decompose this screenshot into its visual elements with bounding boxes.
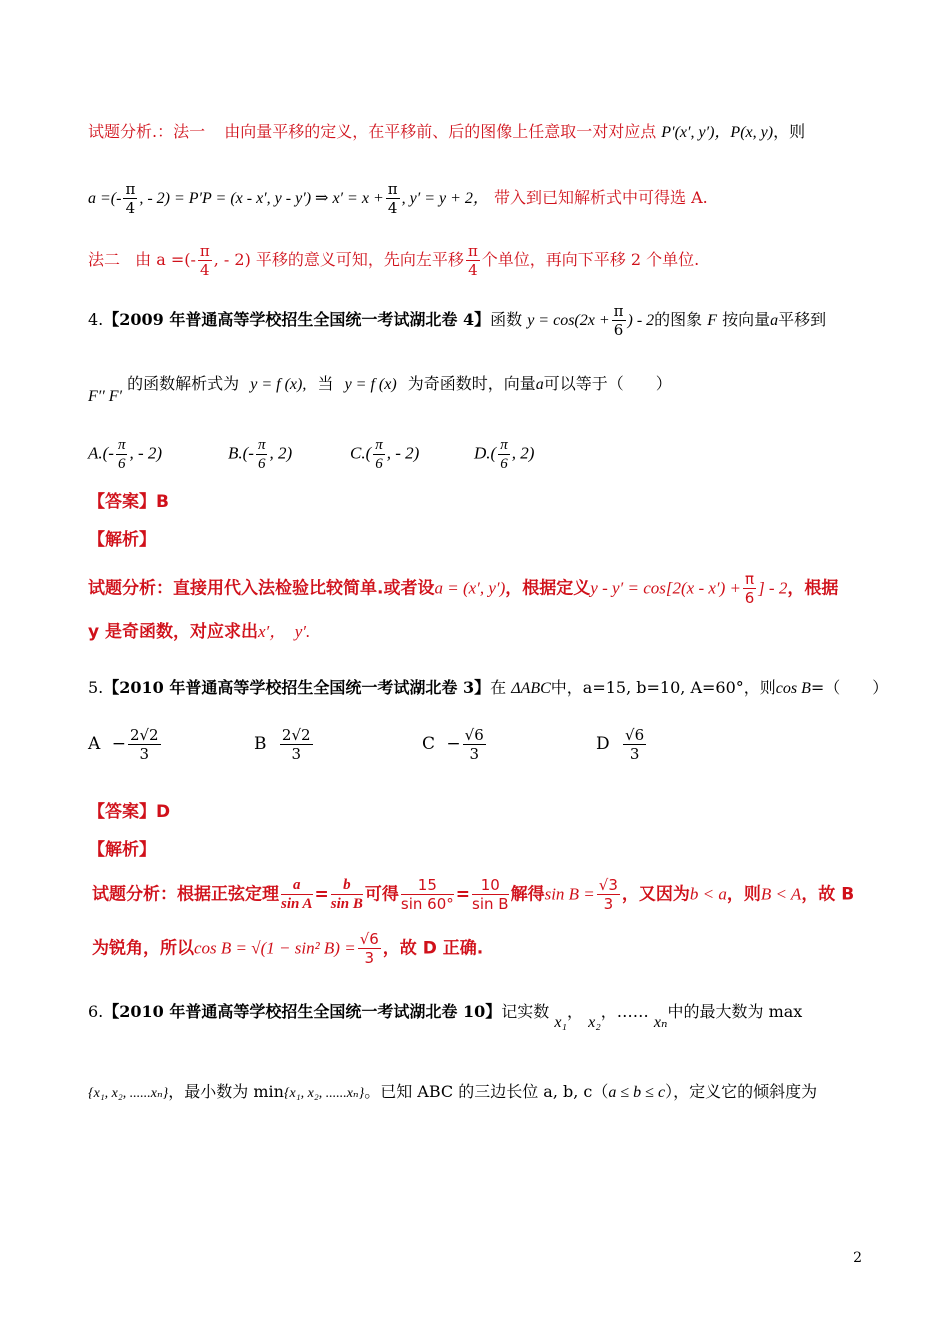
comma: ， bbox=[567, 1002, 584, 1021]
analysis-5-line-1 bbox=[92, 876, 866, 913]
option-text: , 2) bbox=[511, 443, 535, 463]
fraction bbox=[123, 180, 137, 217]
fraction bbox=[358, 930, 381, 967]
denominator: 3 bbox=[291, 745, 301, 763]
denominator: 6 bbox=[500, 456, 508, 472]
answer-5: 【答案】D bbox=[88, 802, 171, 822]
option-a[interactable] bbox=[88, 726, 163, 763]
option-text: , 2) bbox=[269, 443, 293, 463]
fraction bbox=[281, 876, 313, 913]
question-source: 【2009 年普通高等学校招生全国统一考试湖北卷 4】 bbox=[103, 310, 491, 329]
option-text: , - 2) bbox=[386, 443, 420, 463]
analysis-tag-5: 【解析】 bbox=[88, 840, 156, 860]
numerator: √6 bbox=[464, 726, 484, 744]
fraction bbox=[280, 726, 313, 763]
analysis-expr: y - y′ = cos[2(x - x′) + bbox=[590, 578, 742, 598]
option-sign: − bbox=[111, 734, 126, 754]
fraction bbox=[472, 876, 509, 913]
page-number: 2 bbox=[853, 1250, 862, 1266]
figure-f-prime: F′′ F′ bbox=[88, 388, 123, 405]
analysis-expr: ] - 2 bbox=[758, 578, 788, 598]
variable-x1: x₁ bbox=[554, 1014, 567, 1031]
option-text: D.( bbox=[474, 443, 497, 463]
question-4-line-1 bbox=[88, 302, 866, 339]
analysis-text: 试题分析：根据正弦定理 bbox=[92, 884, 279, 905]
question-6-line-2 bbox=[88, 1080, 866, 1106]
denominator: 4 bbox=[387, 199, 398, 217]
question-text: 。已知 ABC 的三边长位 a, b, c（ bbox=[364, 1082, 609, 1101]
question-text: 的图象 bbox=[654, 310, 703, 329]
then-text: ，则 bbox=[773, 122, 806, 141]
vector-a: a bbox=[535, 376, 544, 393]
figure-f: F bbox=[707, 312, 718, 329]
triangle-expr: ΔABC bbox=[511, 680, 551, 697]
question-text: 在 bbox=[490, 678, 507, 697]
analysis-expr: sin B = bbox=[544, 884, 595, 904]
question-text: 为奇函数时，向量 bbox=[407, 374, 536, 393]
fraction bbox=[128, 726, 161, 763]
set-expr: {x₁, x₂, ......xₙ} bbox=[88, 1086, 169, 1101]
analysis-text: y 是奇函数，对应求出 bbox=[88, 622, 258, 642]
numerator: π bbox=[500, 437, 508, 453]
option-d[interactable] bbox=[474, 436, 534, 473]
method-two-text: 由 a =(- bbox=[135, 250, 196, 269]
numerator: 2√2 bbox=[129, 726, 159, 744]
numerator: √6 bbox=[359, 930, 379, 948]
analysis-expr: b < a bbox=[689, 884, 727, 904]
question-text: 当 bbox=[317, 374, 334, 393]
analysis-expr: cos B = √(1 − sin² B) = bbox=[194, 938, 356, 958]
denominator: 3 bbox=[629, 745, 640, 763]
numerator: π bbox=[117, 437, 126, 453]
question-text: 可以等于（ ） bbox=[543, 374, 672, 393]
vector-mid: , - 2) = P′P = (x - x′, y - y′) ⇒ x′ = x + bbox=[139, 190, 384, 207]
analysis-text: 试题分析：直接用代入法检验比较简单.或者设 bbox=[88, 578, 435, 599]
numerator: π bbox=[467, 242, 478, 260]
function-expr: y = f (x), bbox=[250, 376, 307, 393]
denominator: 6 bbox=[744, 589, 755, 607]
analysis-text: ，根据定义 bbox=[505, 578, 591, 599]
analysis-text: ，根据 bbox=[787, 578, 839, 599]
question-number: 4. bbox=[88, 310, 104, 329]
option-c[interactable] bbox=[350, 436, 419, 473]
question-text: 的函数解析式为 bbox=[127, 374, 240, 393]
question-text: 中的最大数为 max bbox=[667, 1002, 803, 1021]
denominator: 6 bbox=[613, 321, 624, 339]
denominator: 6 bbox=[375, 456, 383, 472]
question-source: 【2010 年普通高等学校招生全国统一考试湖北卷 3】 bbox=[103, 678, 491, 697]
method-one-text: 由向量平移的定义，在平移前、后的图像上任意取一对对应点 bbox=[224, 122, 657, 141]
denominator: 4 bbox=[125, 199, 136, 217]
numerator: π bbox=[125, 180, 136, 198]
variable-xn: xₙ bbox=[653, 1014, 668, 1031]
option-sign: − bbox=[446, 734, 461, 754]
method-two-label: 法二 bbox=[88, 250, 121, 269]
fraction bbox=[256, 436, 268, 473]
option-label: B bbox=[254, 734, 267, 754]
option-a[interactable] bbox=[88, 436, 162, 473]
denominator: 3 bbox=[603, 895, 614, 913]
vector-end: , y′ = y + 2， bbox=[401, 190, 489, 207]
numerator: π bbox=[613, 302, 624, 320]
numerator: b bbox=[331, 876, 363, 895]
denominator: 4 bbox=[200, 261, 210, 279]
method-two-text: , - 2) 平移的意义可知，先向左平移 bbox=[213, 250, 464, 269]
option-label: D bbox=[596, 734, 610, 754]
option-text: C.( bbox=[350, 443, 372, 463]
option-label: C bbox=[422, 734, 436, 754]
fraction bbox=[597, 876, 620, 913]
option-d[interactable] bbox=[596, 726, 648, 763]
option-b[interactable] bbox=[254, 726, 315, 763]
analysis-text: ，又因为 bbox=[621, 884, 690, 905]
function-expr: y = cos(2x + bbox=[527, 312, 610, 329]
function-expr: y = f (x) bbox=[344, 376, 397, 393]
analysis-text: ，则 bbox=[726, 884, 761, 905]
analysis-text: 为锐角，所以 bbox=[92, 938, 194, 959]
numerator: √3 bbox=[598, 876, 618, 894]
option-b[interactable] bbox=[228, 436, 292, 473]
denominator: sin A bbox=[281, 896, 313, 912]
points-expr: P′(x′, y′)，P(x, y) bbox=[661, 124, 774, 141]
option-text: B.(- bbox=[228, 443, 254, 463]
denominator: 3 bbox=[364, 949, 375, 967]
method-two-text: 个单位，再向下平移 2 个单位. bbox=[481, 250, 700, 269]
question-text: 中，a=15, b=10, A=60°，则 bbox=[550, 678, 776, 697]
ellipsis: ，…… bbox=[600, 1002, 649, 1021]
fraction bbox=[612, 302, 626, 339]
numerator: π bbox=[387, 180, 398, 198]
denominator: 4 bbox=[468, 261, 478, 279]
answer-4: 【答案】B bbox=[88, 492, 169, 512]
fraction bbox=[743, 570, 756, 607]
equals-sign: = bbox=[314, 884, 329, 905]
numerator: a bbox=[281, 876, 313, 895]
numerator: π bbox=[745, 570, 755, 588]
numerator: π bbox=[257, 437, 266, 453]
analysis-expr: x′， y′. bbox=[258, 622, 311, 641]
denominator: 6 bbox=[257, 456, 266, 472]
question-source: 【2010 年普通高等学校招生全国统一考试湖北卷 10】 bbox=[103, 1002, 502, 1021]
method-two-line bbox=[88, 242, 866, 279]
denominator: sin B bbox=[472, 895, 509, 913]
variable-x2: x₂ bbox=[588, 1014, 601, 1031]
cos-expr: cos B bbox=[775, 680, 811, 697]
numerator: 2√2 bbox=[281, 726, 311, 744]
numerator: π bbox=[199, 242, 210, 260]
select-a-text: 带入到已知解析式中可得选 A. bbox=[494, 188, 708, 207]
numerator: 10 bbox=[472, 876, 509, 895]
option-text: A.(- bbox=[88, 443, 114, 463]
option-c[interactable] bbox=[422, 726, 488, 763]
analysis-4-line-2 bbox=[88, 620, 866, 644]
fraction bbox=[623, 726, 646, 763]
fraction bbox=[401, 876, 454, 913]
set-expr: {x₁, x₂, ......xₙ} bbox=[283, 1086, 365, 1101]
question-number: 6. bbox=[88, 1002, 104, 1021]
question-text: 按向量 bbox=[722, 310, 771, 329]
method-one-line bbox=[88, 120, 866, 145]
method-one-label: 试题分析.：法一 bbox=[88, 122, 206, 141]
analysis-text: ，故 B bbox=[801, 884, 855, 905]
analysis-text: 解得 bbox=[510, 884, 545, 905]
equals-sign: = bbox=[455, 884, 471, 905]
question-text: 平移到 bbox=[778, 310, 827, 329]
question-text: ，最小数为 min bbox=[168, 1082, 284, 1101]
denominator: sin 60° bbox=[400, 895, 454, 913]
question-6-line-1 bbox=[88, 1000, 866, 1031]
vector-a: a bbox=[770, 312, 779, 329]
denominator: 6 bbox=[117, 456, 126, 472]
analysis-expr: a = (x′, y′) bbox=[434, 578, 506, 598]
fraction bbox=[466, 242, 480, 279]
denominator: 3 bbox=[469, 745, 479, 763]
fraction bbox=[373, 436, 385, 473]
analysis-text: 可得 bbox=[364, 884, 399, 905]
question-text: ），定义它的倾斜度为 bbox=[665, 1082, 818, 1101]
fraction bbox=[498, 436, 510, 473]
question-text: =（ ） bbox=[810, 678, 889, 697]
option-text: , - 2) bbox=[129, 443, 163, 463]
analysis-4-line-1 bbox=[88, 570, 866, 607]
analysis-text: ，故 D 正确. bbox=[382, 938, 484, 959]
denominator: sin B bbox=[330, 896, 363, 912]
question-text: 函数 bbox=[490, 310, 523, 329]
option-label: A bbox=[88, 734, 101, 754]
question-5-line-1 bbox=[88, 676, 889, 701]
function-expr: ) - 2 bbox=[627, 312, 655, 329]
fraction bbox=[463, 726, 486, 763]
fraction bbox=[331, 876, 363, 913]
question-number: 5. bbox=[88, 678, 104, 697]
analysis-5-line-2 bbox=[92, 930, 866, 967]
fraction bbox=[198, 242, 212, 279]
question-4-line-2 bbox=[88, 372, 866, 405]
analysis-expr: B < A bbox=[760, 884, 802, 904]
analysis-tag-4: 【解析】 bbox=[88, 530, 156, 550]
numerator: 15 bbox=[401, 876, 454, 895]
question-text: 记实数 bbox=[501, 1002, 550, 1021]
denominator: 3 bbox=[139, 745, 150, 763]
numerator: π bbox=[375, 437, 383, 453]
numerator: √6 bbox=[625, 726, 645, 744]
fraction bbox=[116, 436, 128, 473]
vector-equation-line bbox=[88, 180, 866, 217]
inequality-expr: a ≤ b ≤ c bbox=[608, 1084, 666, 1101]
fraction bbox=[386, 180, 400, 217]
vector-lhs: a =(- bbox=[88, 190, 122, 207]
